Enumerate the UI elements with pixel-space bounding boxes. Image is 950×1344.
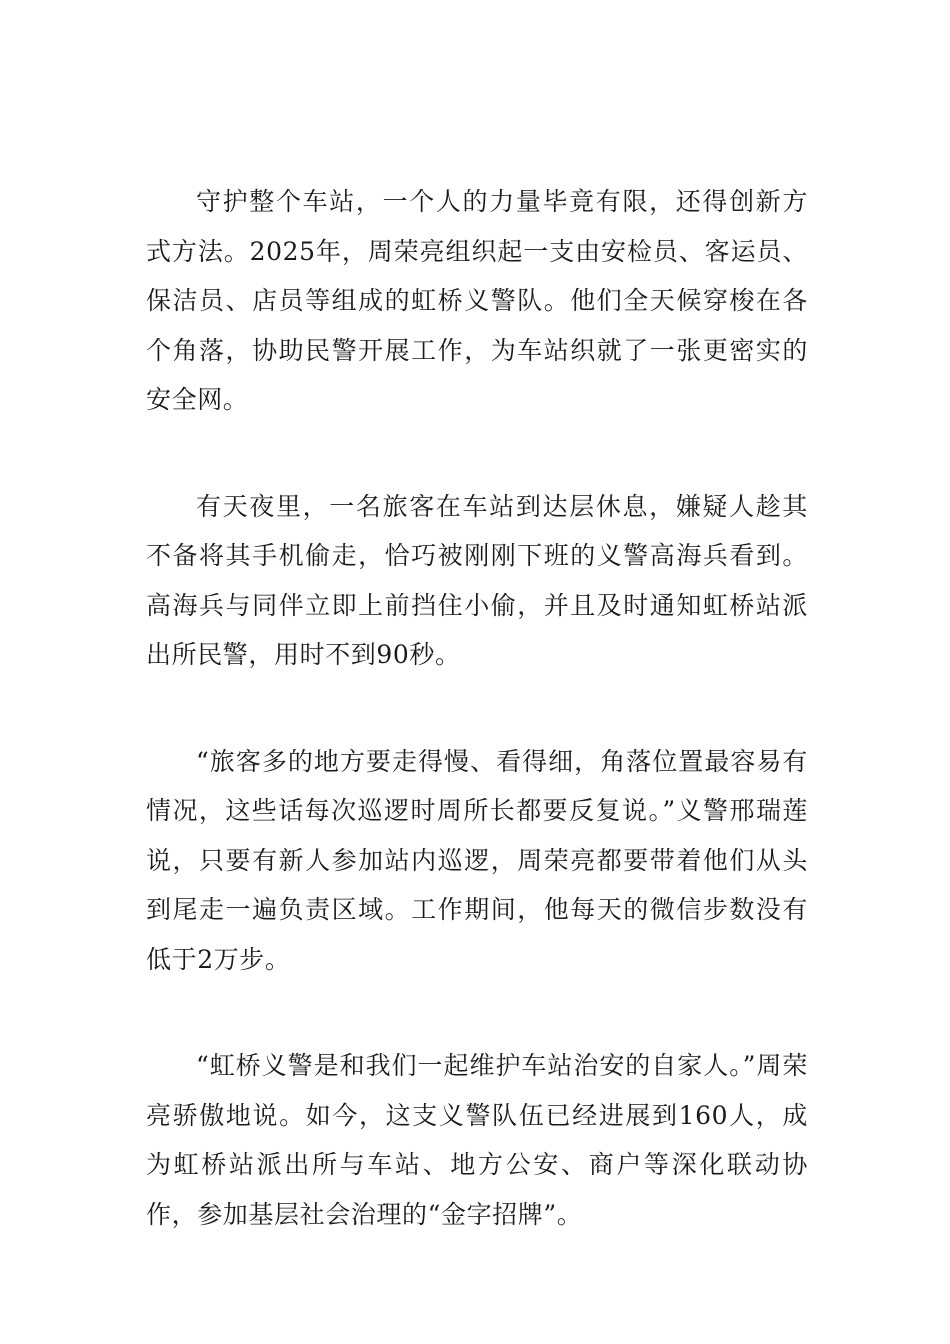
paragraph-4: “虹桥义警是和我们一起维护车站治安的自家人。”周荣亮骄傲地说。如今，这支义警队伍已经进展到160人，成为虹桥站派出所与车站、地方公安、商户等深化联动协作，参加基层社会治理的“金字招牌”。 bbox=[146, 1051, 808, 1229]
article-body bbox=[146, 177, 808, 1239]
paragraph-1: 守护整个车站，一个人的力量毕竟有限，还得创新方式方法。2025年，周荣亮组织起一支由安检员、客运员、保洁员、店员等组成的虹桥义警队。他们全天候穿梭在各个角落，协助民警开展工作，为车站织就了一张更密实的安全网。 bbox=[146, 187, 808, 414]
paragraph-3: “旅客多的地方要走得慢、看得细，角落位置最容易有情况，这些话每次巡逻时周所长都要反复说。”义警邢瑞莲说，只要有新人参加站内巡逻，周荣亮都要带着他们从头到尾走一遍负责区域。工作期间，他每天的微信步数没有低于2万步。 bbox=[146, 746, 808, 974]
paragraph-2: 有天夜里，一名旅客在车站到达层休息，嫌疑人趁其不备将其手机偷走，恰巧被刚刚下班的义警高海兵看到。高海兵与同伴立即上前挡住小偷，并且及时通知虹桥站派出所民警，用时不到90秒。 bbox=[146, 491, 808, 669]
